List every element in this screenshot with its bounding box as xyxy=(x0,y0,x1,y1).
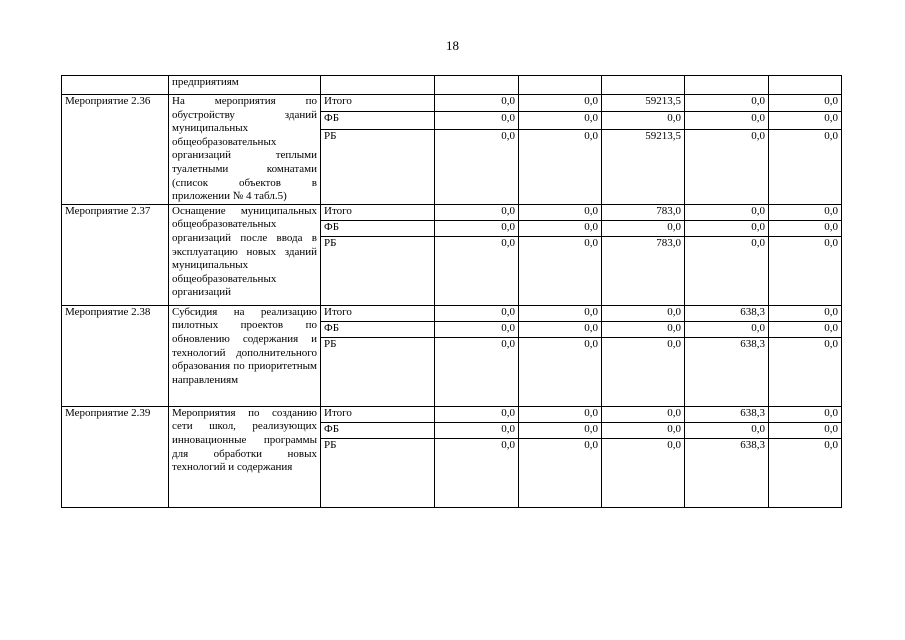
measure-description: Субсидия на реализацию пилотных проектов по обновлению содержания и технологий дополнительного образования по приоритетным направлениям xyxy=(169,305,321,406)
page-number: 18 xyxy=(446,38,459,53)
continuation-value-cell xyxy=(769,76,842,95)
measure-row xyxy=(62,95,842,112)
value-cell: 638,3 xyxy=(685,337,769,406)
value-cell: 0,0 xyxy=(519,204,602,220)
value-cell: 0,0 xyxy=(519,112,602,129)
value-cell: 0,0 xyxy=(769,112,842,129)
measure-label: Мероприятие 2.38 xyxy=(62,305,169,406)
value-cell: 0,0 xyxy=(602,406,685,422)
value-cell: 0,0 xyxy=(435,337,519,406)
continuation-value-cell xyxy=(602,76,685,95)
measure-description: Оснащение муниципальных общеобразовательных организаций после ввода в эксплуатацию новых зданий муниципальных общеобразовательных организаций xyxy=(169,204,321,305)
value-cell: 0,0 xyxy=(435,438,519,507)
funding-source: РБ xyxy=(321,236,435,305)
value-cell: 0,0 xyxy=(769,95,842,112)
value-cell: 59213,5 xyxy=(602,95,685,112)
value-cell: 0,0 xyxy=(519,220,602,236)
value-cell: 0,0 xyxy=(685,220,769,236)
funding-source: РБ xyxy=(321,129,435,204)
continuation-label-cell xyxy=(62,76,169,95)
value-cell: 0,0 xyxy=(519,236,602,305)
value-cell: 0,0 xyxy=(769,204,842,220)
funding-source: ФБ xyxy=(321,112,435,129)
measure-row xyxy=(62,204,842,220)
value-cell: 0,0 xyxy=(519,438,602,507)
value-cell: 0,0 xyxy=(519,337,602,406)
value-cell: 0,0 xyxy=(435,129,519,204)
value-cell: 638,3 xyxy=(685,406,769,422)
measure-row xyxy=(62,406,842,422)
funding-source: РБ xyxy=(321,337,435,406)
value-cell: 783,0 xyxy=(602,236,685,305)
funding-source: Итого xyxy=(321,406,435,422)
value-cell: 0,0 xyxy=(602,337,685,406)
value-cell: 0,0 xyxy=(685,236,769,305)
funding-source: ФБ xyxy=(321,321,435,337)
value-cell: 0,0 xyxy=(435,112,519,129)
value-cell: 0,0 xyxy=(769,236,842,305)
value-cell: 638,3 xyxy=(685,305,769,321)
continuation-description: предприятиям xyxy=(169,76,321,95)
value-cell: 0,0 xyxy=(685,422,769,438)
value-cell: 0,0 xyxy=(602,305,685,321)
value-cell: 0,0 xyxy=(769,305,842,321)
value-cell: 0,0 xyxy=(685,112,769,129)
measure-row xyxy=(62,305,842,321)
value-cell: 0,0 xyxy=(769,406,842,422)
measure-description: Мероприятия по созданию сети школ, реализующих инновационные программы для обработки новых технологий и содержания xyxy=(169,406,321,507)
funding-source: Итого xyxy=(321,305,435,321)
value-cell: 0,0 xyxy=(519,321,602,337)
value-cell: 0,0 xyxy=(602,321,685,337)
value-cell: 0,0 xyxy=(435,220,519,236)
continuation-source-cell xyxy=(321,76,435,95)
value-cell: 0,0 xyxy=(685,95,769,112)
value-cell: 0,0 xyxy=(685,129,769,204)
value-cell: 0,0 xyxy=(602,112,685,129)
value-cell: 0,0 xyxy=(519,129,602,204)
value-cell: 0,0 xyxy=(769,220,842,236)
value-cell: 0,0 xyxy=(435,95,519,112)
measure-description: На мероприятия по обустройству зданий муниципальных общеобразовательных организаций теплыми туалетными комнатами (список объектов в приложении № 4 табл.5) xyxy=(169,95,321,205)
value-cell: 0,0 xyxy=(519,305,602,321)
continuation-value-cell xyxy=(685,76,769,95)
value-cell: 0,0 xyxy=(769,129,842,204)
value-cell: 638,3 xyxy=(685,438,769,507)
value-cell: 0,0 xyxy=(685,321,769,337)
value-cell: 59213,5 xyxy=(602,129,685,204)
value-cell: 0,0 xyxy=(519,406,602,422)
measure-label: Мероприятие 2.39 xyxy=(62,406,169,507)
value-cell: 0,0 xyxy=(602,438,685,507)
funding-source: ФБ xyxy=(321,422,435,438)
value-cell: 0,0 xyxy=(685,204,769,220)
measure-label: Мероприятие 2.36 xyxy=(62,95,169,205)
value-cell: 0,0 xyxy=(769,321,842,337)
value-cell: 0,0 xyxy=(435,204,519,220)
value-cell: 0,0 xyxy=(519,422,602,438)
continuation-value-cell xyxy=(519,76,602,95)
funding-table xyxy=(61,75,842,508)
value-cell: 0,0 xyxy=(435,236,519,305)
value-cell: 0,0 xyxy=(435,305,519,321)
value-cell: 0,0 xyxy=(769,337,842,406)
value-cell: 0,0 xyxy=(435,422,519,438)
value-cell: 0,0 xyxy=(769,422,842,438)
value-cell: 0,0 xyxy=(519,95,602,112)
measure-label: Мероприятие 2.37 xyxy=(62,204,169,305)
funding-source: Итого xyxy=(321,204,435,220)
value-cell: 0,0 xyxy=(769,438,842,507)
continuation-row xyxy=(62,76,842,95)
value-cell: 0,0 xyxy=(435,321,519,337)
funding-source: ФБ xyxy=(321,220,435,236)
funding-source: Итого xyxy=(321,95,435,112)
funding-source: РБ xyxy=(321,438,435,507)
continuation-value-cell xyxy=(435,76,519,95)
value-cell: 0,0 xyxy=(602,422,685,438)
value-cell: 0,0 xyxy=(602,220,685,236)
value-cell: 0,0 xyxy=(435,406,519,422)
value-cell: 783,0 xyxy=(602,204,685,220)
table-body xyxy=(62,76,842,508)
